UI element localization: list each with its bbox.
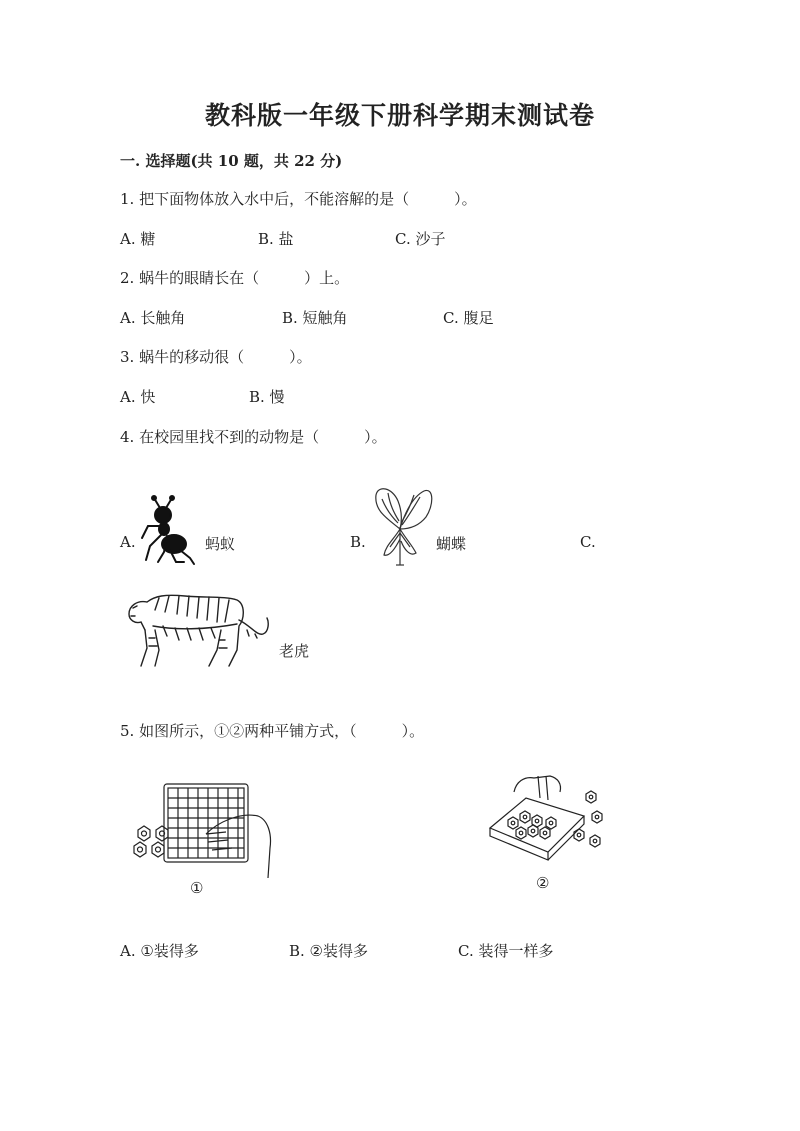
q4-option-b-letter: B.	[350, 533, 366, 551]
ant-icon	[134, 496, 198, 566]
q2-option-b: B. 短触角	[282, 309, 348, 327]
q4-option-a-name: 蚂蚁	[205, 535, 236, 553]
q5-option-c: C. 装得一样多	[458, 942, 554, 960]
section-heading: 一. 选择题(共 10 题，共 22 分)	[120, 152, 343, 170]
hex-tiling-figure	[486, 772, 610, 872]
figure-1-label: ①	[190, 879, 204, 897]
tiger-icon	[125, 590, 275, 670]
q1-option-a: A. 糖	[120, 230, 156, 248]
q1-option-c: C. 沙子	[395, 230, 446, 248]
question-3: 3. 蜗牛的移动很（ ）。	[120, 348, 312, 366]
q5-option-b: B. ②装得多	[289, 942, 369, 960]
q2-option-c: C. 腹足	[443, 309, 494, 327]
q3-option-a: A. 快	[120, 388, 156, 406]
question-5: 5. 如图所示，①②两种平铺方式，（ ）。	[120, 722, 425, 740]
q2-option-a: A. 长触角	[120, 309, 186, 327]
q1-option-b: B. 盐	[258, 230, 294, 248]
question-1: 1. 把下面物体放入水中后，不能溶解的是（ ）。	[120, 190, 477, 208]
q4-option-c-letter: C.	[580, 533, 596, 551]
question-4: 4. 在校园里找不到的动物是（ ）。	[120, 428, 387, 446]
butterfly-icon	[370, 483, 436, 567]
q3-option-b: B. 慢	[249, 388, 285, 406]
page-title: 教科版一年级下册科学期末测试卷	[204, 101, 595, 130]
figure-2-label: ②	[536, 874, 550, 892]
q4-option-a-letter: A.	[120, 533, 136, 551]
q4-option-b-name: 蝴蝶	[436, 535, 467, 553]
q4-option-c-name: 老虎	[279, 642, 310, 660]
q5-option-a: A. ①装得多	[120, 942, 199, 960]
square-tiling-figure	[128, 782, 276, 882]
question-2: 2. 蜗牛的眼睛长在（ ）上。	[120, 269, 350, 287]
